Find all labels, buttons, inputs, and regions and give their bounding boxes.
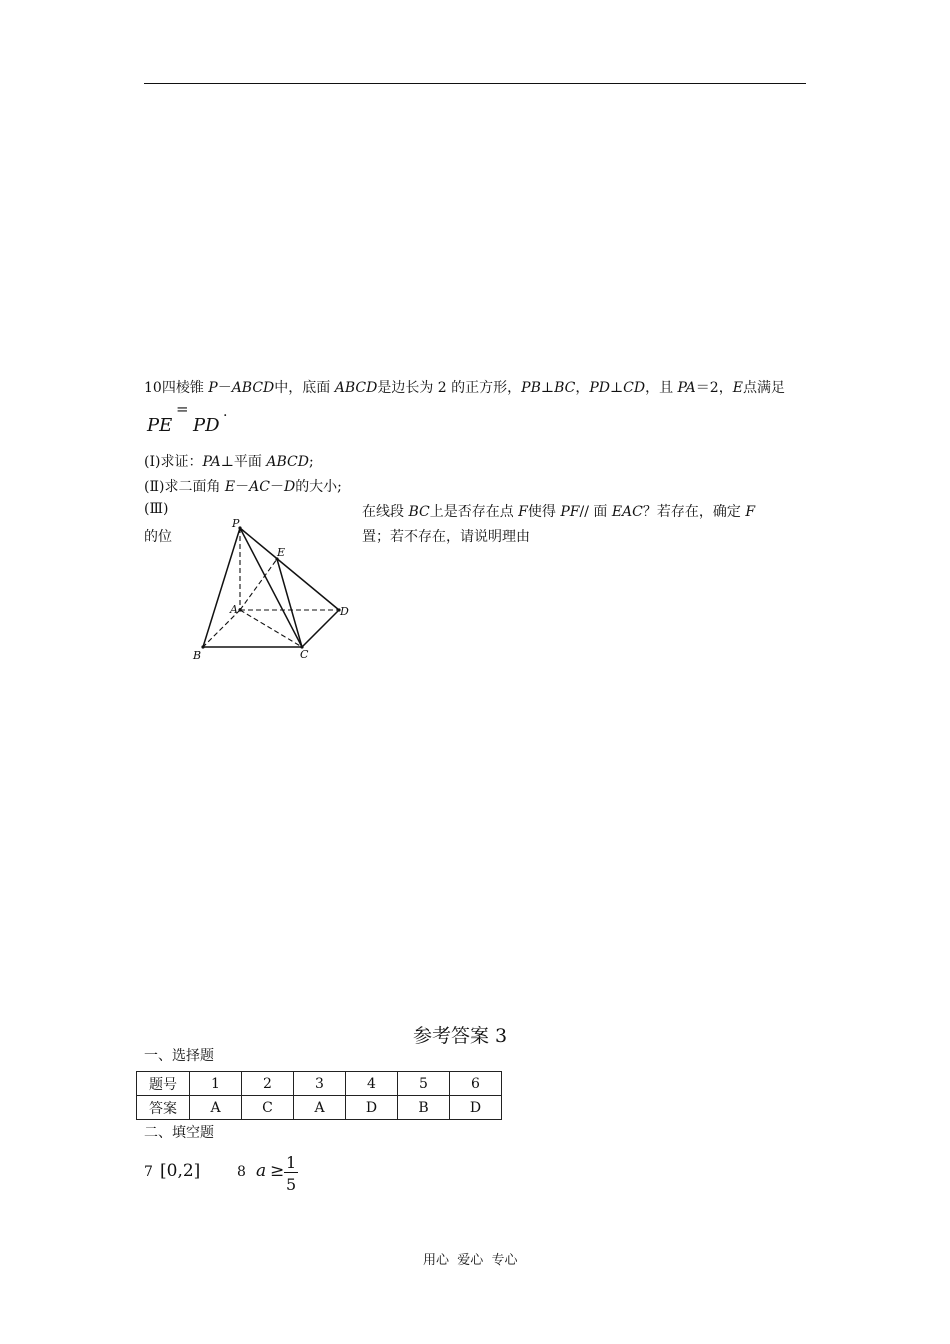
text: 中，底面 — [274, 380, 335, 396]
text: // 面 — [579, 504, 612, 520]
text: D — [283, 479, 296, 495]
part-3-question — [362, 501, 755, 521]
table-cell: 答案 — [137, 1096, 190, 1120]
answer-8-number: 8 — [237, 1164, 246, 1180]
vector-equals: = — [176, 400, 189, 418]
text: － — [217, 380, 232, 396]
answer-8-relation: ≥ — [270, 1161, 285, 1181]
text: EAC — [611, 504, 643, 520]
text: AC — [249, 479, 270, 495]
text: BC — [408, 504, 430, 520]
answer-8-variable: a — [256, 1161, 267, 1181]
text: (Ⅰ)求证： — [144, 454, 203, 470]
text: ⊥ — [609, 380, 624, 396]
text: PF — [560, 504, 580, 520]
table-cell: 2 — [242, 1072, 294, 1096]
text: PA — [677, 380, 696, 396]
edge-ae — [240, 559, 277, 610]
text: 10四棱锥 — [144, 380, 209, 396]
label-a: A — [230, 603, 238, 616]
table-cell: D — [450, 1096, 502, 1120]
table-cell: 题号 — [137, 1072, 190, 1096]
text: ABCD — [231, 380, 275, 396]
vector-pd: PD — [193, 415, 220, 436]
text: ，且 — [645, 380, 678, 396]
table-cell: 5 — [398, 1072, 450, 1096]
label-p: P — [232, 517, 240, 530]
page-footer: 用心 爱心 专心 — [423, 1253, 518, 1268]
edge-pd — [240, 528, 339, 610]
text: ⊥平面 — [220, 454, 267, 470]
pyramid-figure — [190, 516, 360, 666]
text: 在线段 — [362, 504, 409, 520]
table-cell: 4 — [346, 1072, 398, 1096]
text: 点满足 — [742, 380, 785, 396]
answer-7-value: [0,2] — [160, 1161, 201, 1181]
text: PB — [521, 380, 541, 396]
text: E — [224, 479, 236, 495]
period: . — [223, 404, 228, 420]
table-cell: 3 — [294, 1072, 346, 1096]
table-row — [137, 1072, 502, 1096]
edge-pc — [240, 528, 302, 647]
part-3-label: (Ⅲ) — [144, 501, 169, 517]
table-cell: C — [242, 1096, 294, 1120]
part-3-continued: 置；若不存在，请说明理由 — [362, 529, 530, 545]
text: ？若存在，确定 — [642, 504, 746, 520]
text: 的大小; — [295, 479, 342, 495]
edge-cd — [302, 610, 339, 647]
label-e: E — [277, 546, 286, 559]
text: ， — [575, 380, 590, 396]
table-cell: B — [398, 1096, 450, 1120]
problem-10-statement — [144, 377, 785, 397]
text: F — [518, 504, 528, 520]
text: － — [235, 479, 250, 495]
label-d: D — [340, 605, 349, 618]
text: ⊥ — [540, 380, 555, 396]
table-cell: 1 — [190, 1072, 242, 1096]
answer-7-number: 7 — [144, 1164, 153, 1180]
answer-table — [136, 1071, 502, 1120]
label-b: B — [193, 649, 202, 662]
table-cell: A — [190, 1096, 242, 1120]
solid-edges — [203, 528, 339, 647]
text: ; — [308, 454, 314, 470]
part-3-wrap: 的位 — [144, 529, 172, 545]
part-2 — [144, 476, 342, 496]
text: － — [269, 479, 284, 495]
text: ＝2， — [695, 380, 733, 396]
text: 上是否存在点 — [429, 504, 519, 520]
text: P — [208, 380, 218, 396]
fraction-bar — [284, 1172, 298, 1173]
fraction-numerator: 1 — [286, 1153, 297, 1172]
text: PD — [589, 380, 610, 396]
header-rule — [144, 83, 806, 84]
part-1 — [144, 451, 314, 471]
section-fill: 二、填空题 — [144, 1125, 214, 1141]
text: (Ⅱ)求二面角 — [144, 479, 225, 495]
text: F — [745, 504, 756, 520]
section-choice: 一、选择题 — [144, 1048, 214, 1064]
text: PA — [202, 454, 221, 470]
fraction-denominator: 5 — [286, 1175, 297, 1194]
table-cell: A — [294, 1096, 346, 1120]
table-row — [137, 1096, 502, 1120]
label-c: C — [300, 648, 309, 661]
text: 是边长为 2 的正方形， — [377, 380, 522, 396]
text: ABCD — [334, 380, 378, 396]
text: E — [732, 380, 743, 396]
text: 使得 — [527, 504, 561, 520]
text: BC — [554, 380, 576, 396]
answers-title: 参考答案 3 — [413, 1025, 508, 1047]
vector-pe: PE — [147, 415, 173, 436]
table-cell: 6 — [450, 1072, 502, 1096]
table-cell: D — [346, 1096, 398, 1120]
text: CD — [623, 380, 646, 396]
edge-ec — [277, 559, 302, 647]
text: ABCD — [266, 454, 309, 470]
